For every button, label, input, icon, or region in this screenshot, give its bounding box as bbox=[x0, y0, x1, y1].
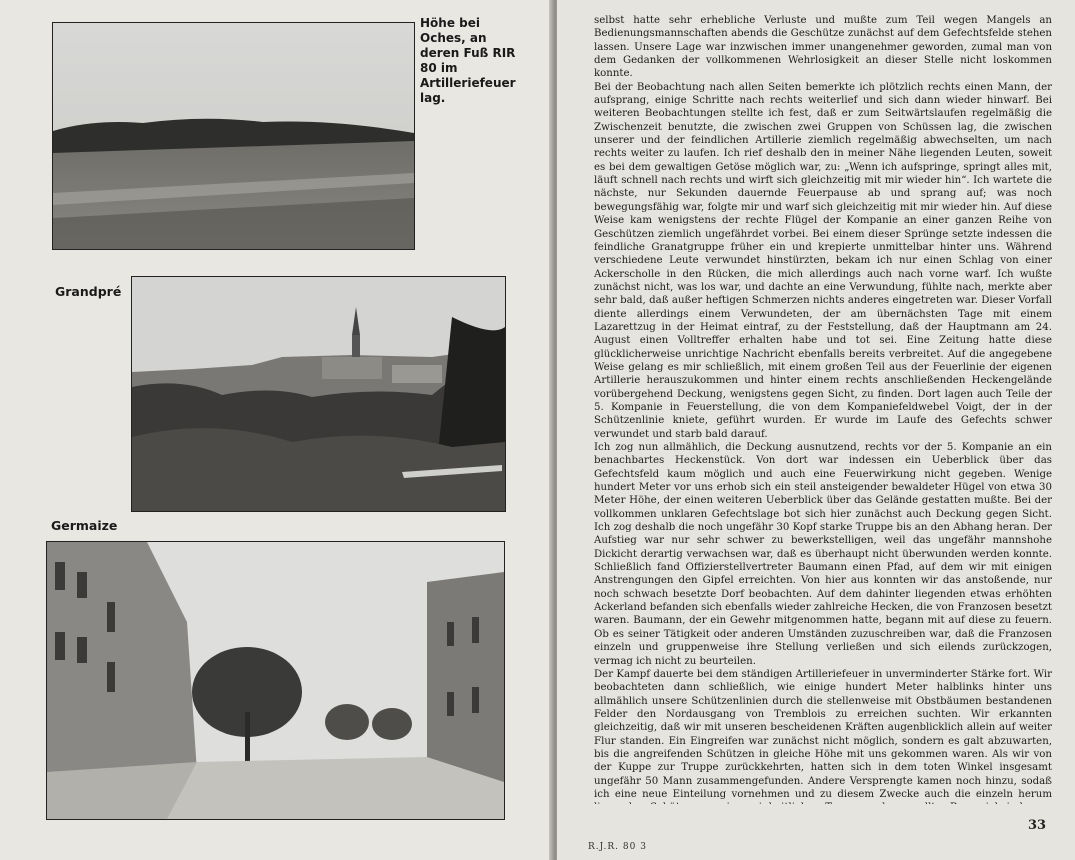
photo-germaize-image bbox=[47, 542, 504, 819]
photo-germaize bbox=[46, 541, 505, 820]
caption-grandpre: Grandpré bbox=[55, 284, 122, 299]
photo-hill-oches bbox=[52, 22, 415, 250]
caption-top: Höhe bei Oches, an deren Fuß RIR 80 im Artilleriefeuer lag. bbox=[420, 16, 516, 105]
paragraph-3: Ich zog nun allmählich, die Deckung ausnutzend, rechts vor der 5. Kompanie an ein benachbartes Heckenstück. Von dort war indessen ein Ueberblick über das Gefechtsfeld kaum möglich und auch eine Feuerwirkung nicht gegeben. Wenige hundert Meter vor uns erhob sich ein steil ansteigender bewaldeter Hügel von etwa 30 Meter Höhe, der einen weiteren Ueberblick über das Gelände gestatten mußte. Bei der vollkommen unklaren Gefechtslage bot sich hier zunächst auch Deckung gegen Sicht. Ich zog deshalb die noch ungefähr 30 Kopf starke Truppe bis an den Abhang heran. Der Aufstieg war nur sehr schwer zu bewerkstelligen, weil das ungefähr mannshohe Dickicht derartig verwachsen war, daß es überhaupt nicht überwunden werden konnte. Schließlich fand Offizierstellvertreter Baumann einen Pfad, auf dem wir mit einigen Anstrengungen den Gipfel erreichten. Von hier aus konnten wir das anstoßende, nur noch schwach besetzte Dorf beobachten. Auf dem dahinter liegenden etwas erhöhten Ackerland befanden sich ebenfalls wieder zahlreiche Hecken, die von Franzosen besetzt waren. Baumann, der ein Gewehr mitgenommen hatte, begann mit auf diese zu feuern. Ob es seiner Tätigkeit oder anderen Umständen zuzuschreiben war, daß die Franzosen einzeln und gruppenweise ihre Stellung verließen und sich eilends zurückzogen, vermag ich nicht zu beurteilen. bbox=[594, 442, 1052, 667]
photo-hill-oches-image bbox=[53, 23, 414, 249]
paragraph-4: Der Kampf dauerte bei dem ständigen Artilleriefeuer in unverminderter Stärke fort. Wir beobachteten dann schließlich, wie einige hundert Meter halblinks hinter uns allmählich unsere Schützenlinien durch die stellenweise mit Obstbäumen bestandenen Felder den Nordausgang von Tremblois zu erreichen suchten. Wir erkannten gleichzeitig, daß wir mit unseren bescheidenen Kräften augenblicklich allein auf weiter Flur standen. Ein Eingreifen war zunächst nicht möglich, sondern es galt abzuwarten, bis die angreifenden Schützen in gleiche Höhe mit uns gekommen waren. Als wir von der Kuppe zur Truppe zurückkehrten, hatten sich in dem toten Winkel insgesamt ungefähr 50 Mann zusammengefunden. Andere Versprengte kamen noch hinzu, sodaß ich eine neue Einteilung vornehmen und zu diesem Zwecke auch die einzeln herum bbox=[594, 668, 1052, 800]
caption-germaize: Germaize bbox=[51, 518, 118, 533]
paragraph-2: Bei der Beobachtung nach allen Seiten bemerkte ich plötzlich rechts einen Mann, der aufsprang, einige Schritte nach rechts weiterlief und sich dann wieder hinwarf. Bei weiteren Beobachtungen stellte ich fest, daß er zum Seitwärtslaufen regelmäßig die Zwischenzeit benutzte, die zwischen zwei Gruppen von Schüssen lag, die zwischen unserer und der feindlichen Artillerie ziemlich regelmäßig abwechselten, um nach rechts weiter zu laufen. Ich rief deshalb den in meiner Nähe liegenden Leuten, soweit es bei dem gewaltigen Getöse möglich war, zu: „Wenn ich aufspringe, springt alles mit, läuft schnell nach rechts und wirft sich gleichzeitig mit mir wieder hin“. Ich wartete die nächste, nur Sekunden dauernde Feuerpause ab und sprang auf; was noch bewegungsfähig war, folgte mir und warf sich gleichzeitig mit mir wieder hin. Auf diese Weise kam wenigstens der rechte Flügel der Kompanie an einer ganzen Reihe von Geschützen ziemlich ungefährdet vorbei. Bei einem dieser Sprünge setzte indessen die feindliche Granatgruppe früher ein und krepierte unmittelbar hinter uns. Während verschiedene Leute verwundet hinstürzten, bekam ich nur einen Schlag von einer Ackerscholle in den Rücken, die mich allerdings auch nach vorne warf. Ich wußte zunächst nicht, was los war, und dachte an eine Verwundung, fühlte nach, merkte aber sehr bald, daß außer heftigen Schmerzen nichts anderes eingetreten war. Dieser Vorfall diente allerdings einem Verwundeten, der am übernächsten Tage mit einem Lazarettzug in der Heimat eintraf, zu der Feststellung, daß der Hauptmann am 24. August einen Volltreffer erhalten habe und tot sei. Eine Zeitung hatte diese glücklicherweise unrichtige Nachricht ebenfalls bereits verbreitet. Auf die angegebene Weise gelang es mir schließlich, mit einem großen Teil aus der Feuerlinie der eigenen Artillerie herauszukommen und hinter einem rechts anschließenden Heckengelände vorübergehend Deckung, wenigstens gegen Sicht, zu finden. Dort lagen auch Teile der 5. Kompanie in Feuerstellung, die von dem Kompaniefeldwebel Voigt, der in der Schützenlinie kniete, geführt wurden. Er wurde im Laufe des Gefechts schwer verwundet und starb bald darauf. bbox=[594, 81, 1052, 440]
photo-grandpre bbox=[131, 276, 506, 512]
page-footer: R.J.R. 80 3 bbox=[588, 842, 647, 852]
page-number: 33 bbox=[1028, 818, 1047, 833]
article-body bbox=[594, 14, 1052, 804]
paragraph-1: selbst hatte sehr erhebliche Verluste und mußte zum Teil wegen Mangels an Bedienungsmannschaften abends die Geschütze zunächst auf dem Gefechtsfelde stehen lassen. Unsere Lage war inzwischen immer unangenehmer geworden, zumal man von dem Gedanken der vollkommenen Wehrlosigkeit an dieser Stelle nicht loskommen konnte. bbox=[594, 15, 1052, 80]
photo-grandpre-image bbox=[132, 277, 505, 511]
